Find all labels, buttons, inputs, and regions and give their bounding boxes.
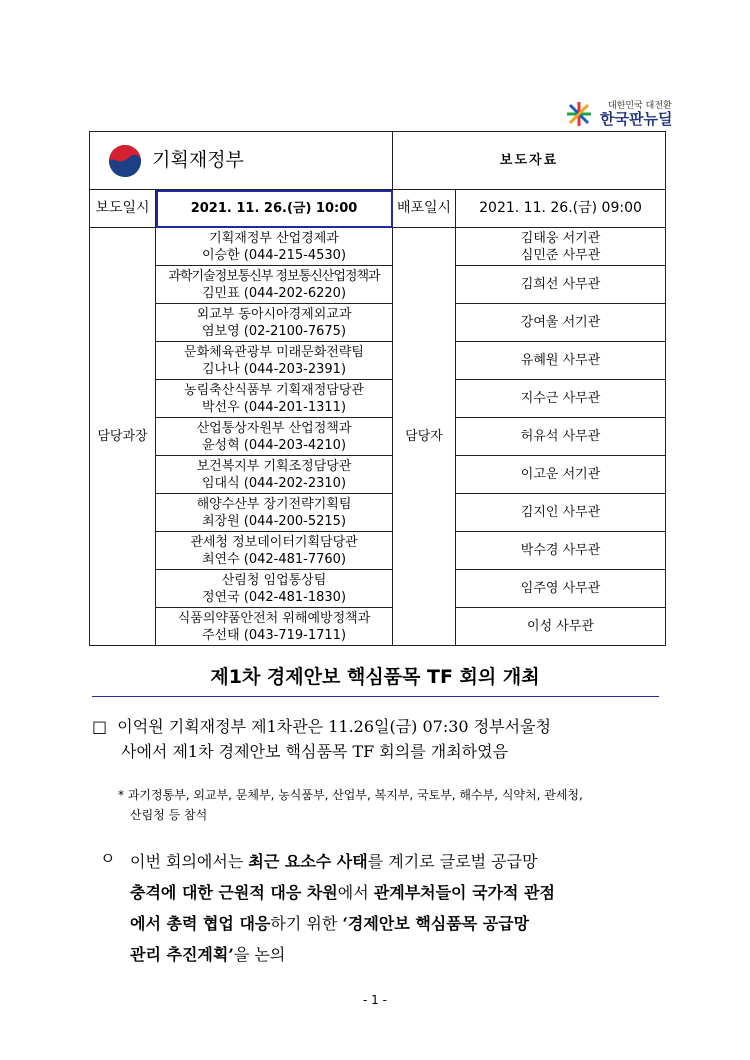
ministry-logo-cell bbox=[90, 132, 393, 190]
dept-name: 산림청 임업통상팀 bbox=[221, 572, 327, 588]
contact-row bbox=[90, 228, 666, 266]
dept-head-cell bbox=[156, 494, 393, 532]
staff-name: 유혜원 사무관 bbox=[520, 353, 601, 368]
staff-name: 임주영 사무관 bbox=[520, 581, 601, 596]
dept-head-contact: 이승한 (044-215-4530) bbox=[201, 247, 347, 263]
staff-name: 이고운 서기관 bbox=[520, 467, 601, 482]
p2-bold-g: 에서 총력 협업 대응 bbox=[130, 914, 271, 933]
p2-bold-f: 관계부처들이 국가적 관점 bbox=[373, 883, 555, 902]
dept-head-contact: 주선태 (043-719-1711) bbox=[201, 627, 347, 643]
paragraph-2 bbox=[130, 846, 670, 970]
paragraph-1 bbox=[92, 714, 667, 764]
dept-head-contact: 최연수 (042-481-7760) bbox=[201, 551, 347, 567]
dept-head-cell bbox=[156, 266, 393, 304]
staff-name: 지수근 사무관 bbox=[520, 391, 601, 406]
contact-row bbox=[90, 266, 666, 304]
dept-head-contact: 임대식 (044-202-2310) bbox=[201, 475, 347, 491]
dept-head-cell bbox=[156, 608, 393, 646]
attendee-note bbox=[118, 785, 668, 825]
dept-head-cell bbox=[156, 570, 393, 608]
staff-name: 김태웅 서기관 bbox=[520, 230, 601, 246]
dept-head-contact: 염보영 (02-2100-7675) bbox=[201, 323, 347, 339]
p2-text-a: 이번 회의에서는 bbox=[130, 852, 249, 871]
dept-head-cell bbox=[156, 342, 393, 380]
new-deal-star-icon bbox=[564, 100, 594, 128]
staff-cell bbox=[456, 570, 666, 608]
distribute-label: 배포일시 bbox=[393, 190, 456, 228]
report-label: 보도일시 bbox=[90, 190, 156, 228]
p2-bold-b: 최근 요소수 사태 bbox=[248, 852, 368, 871]
contact-row bbox=[90, 570, 666, 608]
staff-cell bbox=[456, 228, 666, 266]
title-underline bbox=[92, 696, 659, 697]
staff-cell bbox=[456, 608, 666, 646]
dept-name: 식품의약품안전처 위해예방정책과 bbox=[177, 610, 371, 626]
p2-text-e: 에서 bbox=[337, 883, 374, 902]
square-bullet: □ bbox=[92, 717, 108, 736]
dept-head-contact: 최장원 (044-200-5215) bbox=[201, 513, 347, 529]
contact-row bbox=[90, 456, 666, 494]
dept-name: 보건복지부 기획조정담당관 bbox=[196, 458, 352, 474]
dept-head-cell bbox=[156, 456, 393, 494]
dept-head-contact: 김민표 (044-202-6220) bbox=[201, 285, 347, 301]
dept-head-contact: 정연국 (042-481-1830) bbox=[201, 589, 347, 605]
circle-bullet: ㅇ bbox=[100, 849, 116, 868]
dept-head-contact: 윤성혁 (044-203-4210) bbox=[201, 437, 347, 453]
dept-name: 산업통상자원부 산업정책과 bbox=[196, 420, 352, 436]
press-release-header-table bbox=[89, 131, 666, 646]
dept-head-label: 담당과장 bbox=[90, 228, 156, 646]
staff-cell bbox=[456, 494, 666, 532]
dept-name: 농림축산식품부 기획재정담당관 bbox=[184, 382, 364, 398]
dept-name: 기획재정부 산업경제과 bbox=[209, 230, 339, 246]
dept-name: 과학기술정보통신부 정보통신산업정책과 bbox=[168, 268, 380, 284]
p2-bold-i: ‘경제안보 핵심품목 공급망 bbox=[342, 914, 530, 933]
logo-subtitle: 대한민국 대전환 bbox=[608, 101, 672, 111]
ministry-name: 기획재정부 bbox=[152, 149, 244, 171]
p2-text-k: 을 논의 bbox=[233, 945, 286, 964]
p2-bold-j: 관리 추진계획’ bbox=[130, 945, 234, 964]
staff-name: 김지인 사무관 bbox=[520, 505, 601, 520]
dept-name: 관세청 정보데이터기획담당관 bbox=[190, 534, 358, 550]
government-emblem-icon bbox=[108, 144, 142, 178]
staff-name: 허유석 사무관 bbox=[520, 429, 601, 444]
staff-cell bbox=[456, 266, 666, 304]
main-title: 제1차 경제안보 핵심품목 TF 회의 개최 bbox=[210, 666, 540, 688]
paragraph-1-line-2: 사에서 제1차 경제안보 핵심품목 TF 회의를 개최하였음 bbox=[121, 742, 509, 761]
staff-cell bbox=[456, 304, 666, 342]
staff-cell bbox=[456, 456, 666, 494]
report-datetime: 2021. 11. 26.(금) 10:00 bbox=[156, 190, 393, 228]
paragraph-1-line-1: 이억원 기획재정부 제1차관은 11.26일(금) 07:30 정부서울청 bbox=[117, 717, 551, 736]
staff-cell bbox=[456, 532, 666, 570]
staff-cell bbox=[456, 380, 666, 418]
contact-row bbox=[90, 304, 666, 342]
dept-head-cell bbox=[156, 418, 393, 456]
staff-name: 강여울 서기관 bbox=[520, 315, 601, 330]
p2-text-c: 를 계기로 글로벌 공급망 bbox=[367, 852, 538, 871]
contact-row bbox=[90, 494, 666, 532]
dept-name: 문화체육관광부 미래문화전략팀 bbox=[184, 344, 364, 360]
dept-head-cell bbox=[156, 228, 393, 266]
staff-cell bbox=[456, 342, 666, 380]
note-line-1: * 과기정통부, 외교부, 문체부, 농식품부, 산업부, 복지부, 국토부, 해수부, 식약처, 관세청, bbox=[118, 788, 583, 802]
dept-head-contact: 박선우 (044-201-1311) bbox=[201, 399, 347, 415]
dept-name: 해양수산부 장기전략기획팀 bbox=[196, 496, 352, 512]
staff-name: 박수경 사무관 bbox=[520, 543, 601, 558]
contact-row bbox=[90, 380, 666, 418]
contact-row bbox=[90, 532, 666, 570]
note-line-2: 산림청 등 참석 bbox=[130, 808, 208, 822]
distribute-datetime: 2021. 11. 26.(금) 09:00 bbox=[456, 190, 666, 228]
dept-name: 외교부 동아시아경제외교과 bbox=[196, 306, 352, 322]
dept-head-cell bbox=[156, 532, 393, 570]
p2-text-h: 하기 위한 bbox=[270, 914, 343, 933]
page-number: - 1 - bbox=[363, 993, 387, 1007]
staff-cell bbox=[456, 418, 666, 456]
staff-name: 심민준 사무관 bbox=[520, 247, 601, 263]
staff-label: 담당자 bbox=[393, 228, 456, 646]
contact-row bbox=[90, 418, 666, 456]
doc-type-title: 보도자료 bbox=[393, 132, 666, 190]
dept-head-cell bbox=[156, 304, 393, 342]
dept-head-cell bbox=[156, 380, 393, 418]
contact-row bbox=[90, 342, 666, 380]
dept-head-contact: 김나나 (044-203-2391) bbox=[201, 361, 347, 377]
korean-new-deal-logo bbox=[560, 98, 680, 130]
p2-bold-d: 충격에 대한 근원적 대응 차원 bbox=[130, 883, 338, 902]
staff-name: 이성 사무관 bbox=[527, 619, 594, 634]
contact-row bbox=[90, 608, 666, 646]
staff-name: 김희선 사무관 bbox=[520, 277, 601, 292]
logo-title: 한국판뉴딜 bbox=[600, 110, 673, 128]
